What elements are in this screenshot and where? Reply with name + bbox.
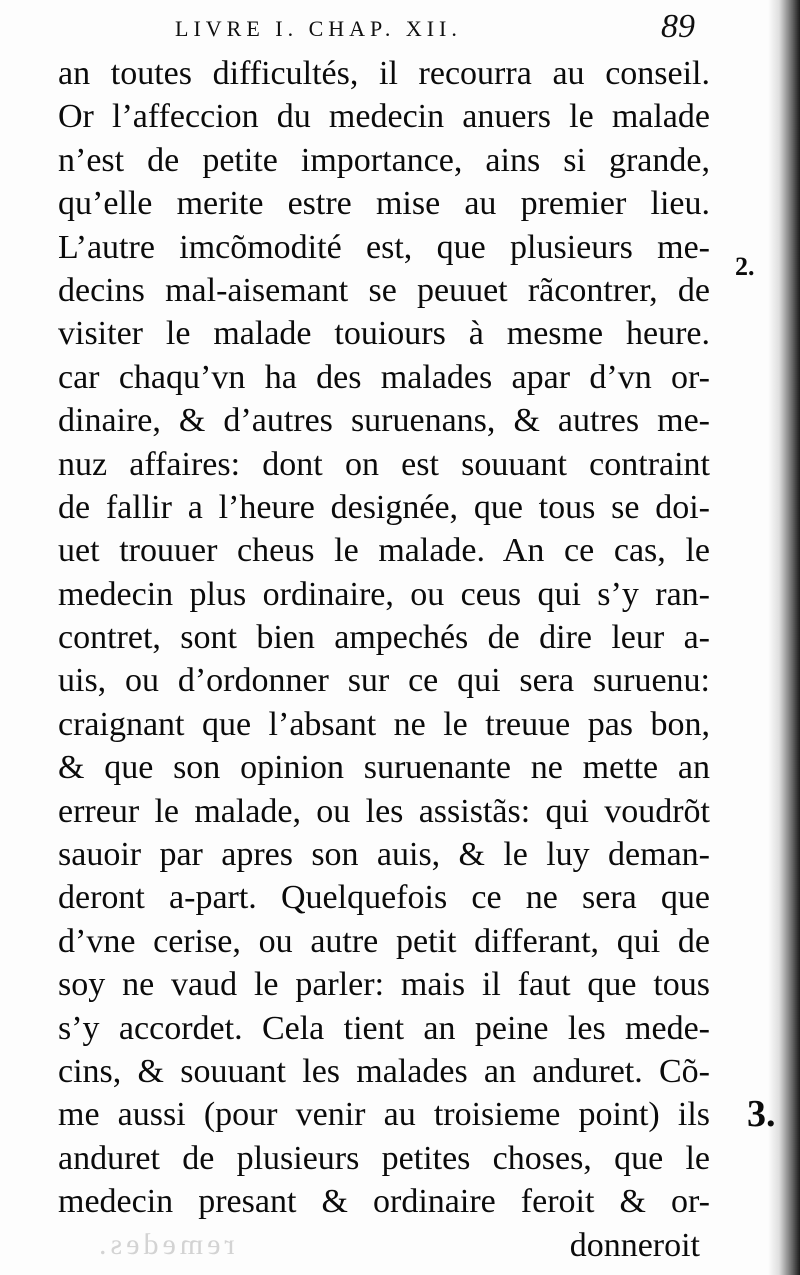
text-line: uet trouuer cheus le malade. An ce cas, le	[58, 532, 710, 570]
text-line: s’y accordet. Cela tient an peine les mede-	[58, 1009, 710, 1047]
text-line: dinaire, & d’autres suruenans, & autres me-	[58, 402, 710, 440]
text-line: car chaqu’vn ha des malades apar d’vn or-	[58, 358, 710, 396]
text-line: d’vne cerise, ou autre petit differant, qui de	[58, 922, 710, 960]
page-header	[175, 8, 695, 48]
text-line: visiter le malade touiours à mesme heure.	[58, 315, 710, 353]
text-line: decins mal-aisemant se peuuet rãcontrer, de	[58, 271, 710, 309]
text-line: L’autre imcõmodité est, que plusieurs me-	[58, 228, 710, 266]
text-line: sauoir par apres son auis, & le luy deman-	[58, 836, 710, 874]
catchword-line: donneroit	[569, 1226, 700, 1264]
text-line: medecin plus ordinaire, ou ceus qui s’y ran-	[58, 575, 710, 613]
page-number: 89	[661, 8, 695, 45]
margin-note-2: 2.	[735, 252, 755, 281]
text-line: deront a-part. Quelquefois ce ne sera que	[58, 879, 710, 917]
margin-note-3: 3.	[747, 1093, 776, 1135]
text-line: nuz affaires: dont on est souuant contraint	[58, 445, 710, 483]
text-line: medecin presant & ordinaire feroit & or-	[58, 1183, 710, 1221]
text-line: an toutes difficultés, il recourra au conseil.	[58, 55, 710, 92]
text-line: n’est de petite importance, ains si grande,	[58, 141, 710, 179]
text-line: cins, & souuant les malades an anduret. Cõ-	[58, 1052, 710, 1090]
text-line: soy ne vaud le parler: mais il faut que tous	[58, 966, 710, 1004]
bleed-through-text: remedes.	[95, 1228, 235, 1261]
text-line: erreur le malade, ou les assistãs: qui voudrõt	[58, 792, 710, 830]
text-line: & que son opinion suruenante ne mette an	[58, 749, 710, 787]
text-line: contret, sont bien ampechés de dire leur a-	[58, 619, 710, 657]
text-line: qu’elle merite estre mise au premier lieu.	[58, 185, 710, 223]
scan-edge-shadow	[768, 0, 800, 1275]
text-line: me aussi (pour venir au troisieme point) ils	[58, 1096, 710, 1134]
text-line: uis, ou d’ordonner sur ce qui sera suruenu:	[58, 662, 710, 700]
running-head: LIVRE I. CHAP. XII.	[175, 16, 462, 41]
text-line: de fallir a l’heure designée, que tous se doi-	[58, 488, 710, 526]
text-line: anduret de plusieurs petites choses, que le	[58, 1139, 710, 1177]
text-line: craignant que l’absant ne le treuue pas bon,	[58, 705, 710, 743]
body-text	[58, 52, 710, 1267]
text-line: Or l’affeccion du medecin anuers le malade	[58, 98, 710, 136]
